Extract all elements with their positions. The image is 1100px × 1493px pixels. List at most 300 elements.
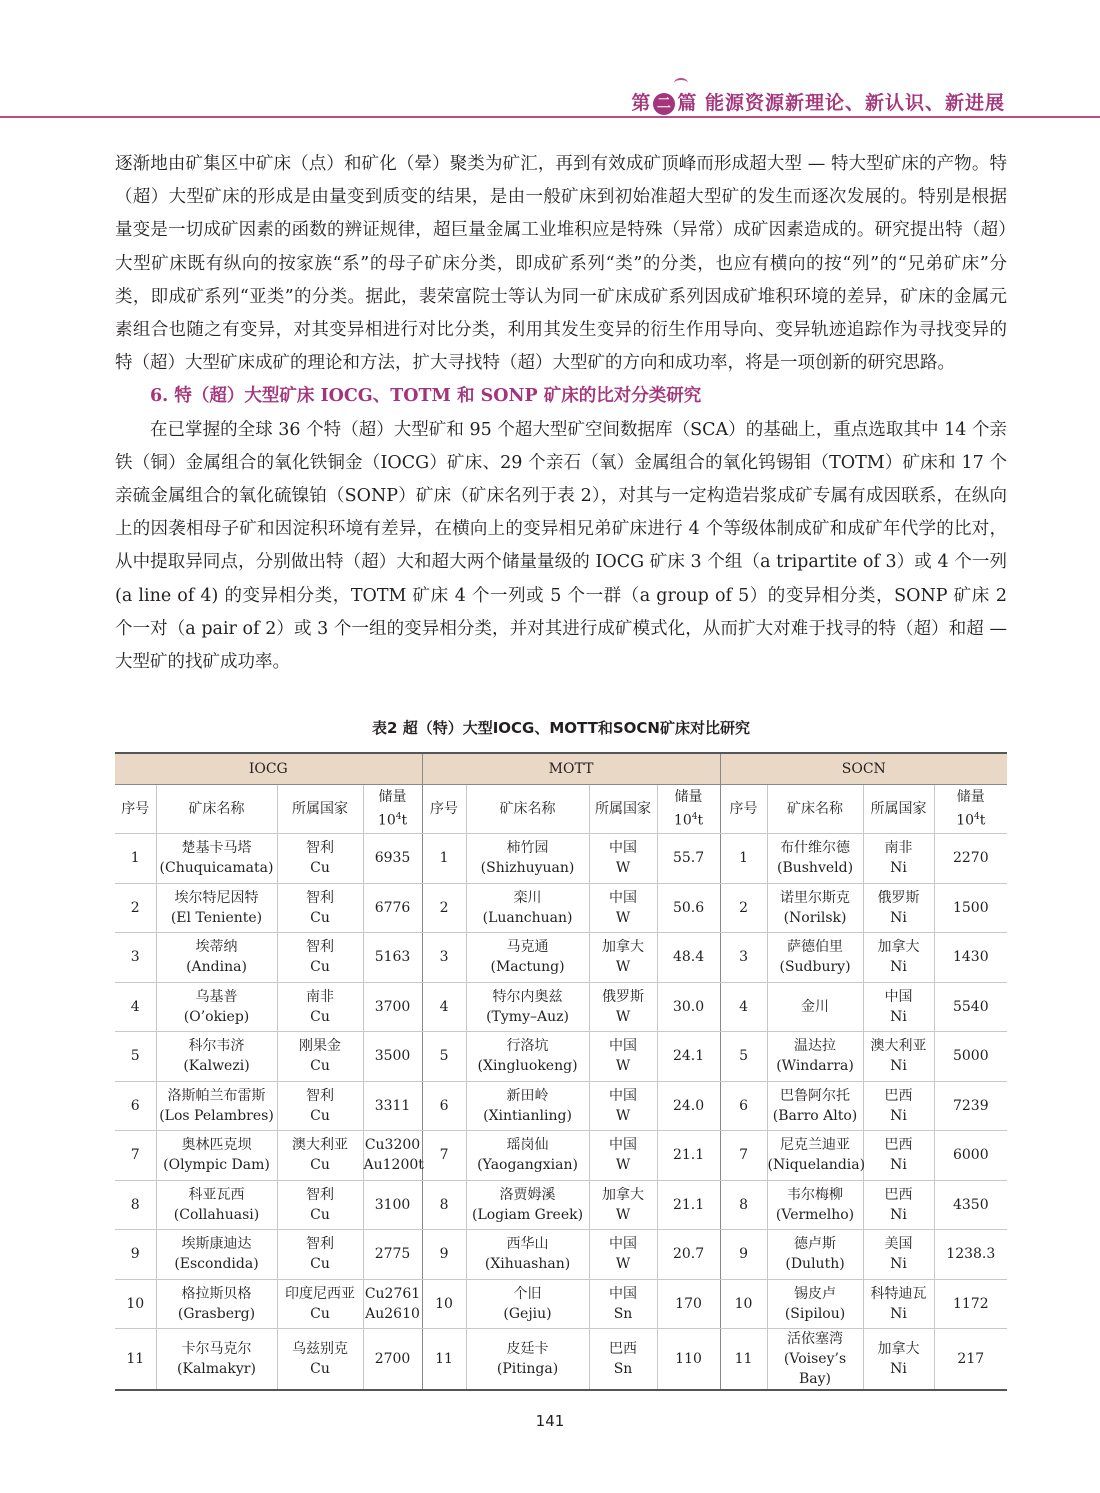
row-index: 6: [439, 1097, 449, 1114]
col-header-reserve-unit: [658, 807, 720, 831]
table-row: [115, 982, 1007, 1032]
iocg-reserve-cell: [363, 1329, 422, 1391]
deposit-name-en: (Bushveld): [776, 860, 854, 877]
deposit-name-en: (O’okiep): [183, 1008, 250, 1025]
mott-country-cell: [589, 1081, 657, 1131]
socn-reserve-cell: [934, 1081, 1007, 1131]
col-header-index-iocg: [115, 785, 156, 834]
iocg-country-cell: [277, 1081, 363, 1131]
iocg-index-cell: [115, 834, 156, 884]
table-row: [115, 1081, 1007, 1131]
metal-symbol: Ni: [890, 959, 907, 976]
reserve-value: 2700: [374, 1351, 411, 1367]
reserve-value: 5000: [952, 1048, 989, 1065]
country-name: 加拿大: [877, 939, 920, 956]
iocg-index-cell: [115, 982, 156, 1032]
metal-symbol: Cu: [310, 1361, 330, 1377]
metal-symbol: Sn: [613, 1361, 633, 1377]
mott-deposit-name-cell: [466, 933, 589, 983]
iocg-index-cell: [115, 1131, 156, 1181]
metal-symbol: Ni: [890, 1206, 907, 1223]
socn-reserve-cell: [934, 1279, 1007, 1329]
deposit-name-cn: 埃蒂纳: [195, 939, 238, 956]
iocg-index-cell: [115, 1329, 156, 1391]
socn-reserve-cell: [934, 1032, 1007, 1082]
metal-symbol: W: [615, 1256, 631, 1273]
metal-symbol: Ni: [890, 1058, 907, 1075]
iocg-index-cell: [115, 1279, 156, 1329]
mott-country-cell: [589, 1180, 657, 1230]
socn-deposit-name-cell: [767, 933, 863, 983]
country-name: 乌兹别克: [292, 1341, 348, 1357]
row-index: 1: [739, 850, 748, 867]
section-heading: 6. 特（超）大型矿床 IOCG、TOTM 和 SONP 矿床的比对分类研究: [150, 386, 702, 407]
mott-deposit-name-cell: [466, 1081, 589, 1131]
iocg-reserve-cell: [363, 1081, 422, 1131]
reserve-value: 1430: [952, 949, 989, 966]
mott-deposit-name-cell: [466, 982, 589, 1032]
reserve-value: 2775: [374, 1246, 411, 1263]
socn-index-cell: [720, 1230, 767, 1280]
country-name: 加拿大: [602, 939, 645, 956]
iocg-index-cell: [115, 933, 156, 983]
group-header-mott: MOTT: [422, 753, 720, 785]
mott-country-cell: [589, 1279, 657, 1329]
row-index: 5: [739, 1048, 748, 1065]
deposit-name-cn: 特尔内奥兹: [492, 988, 563, 1005]
col-header-reserve-socn: [934, 785, 1007, 834]
mott-country-cell: [589, 1329, 657, 1391]
mott-reserve-cell: [657, 1230, 720, 1280]
mott-reserve-cell: [657, 1032, 720, 1082]
reserve-value: 6776: [374, 899, 411, 916]
metal-symbol: Sn: [613, 1305, 633, 1322]
reserve-value: 1500: [952, 899, 989, 916]
deposit-name-cn: 埃尔特尼因特: [174, 889, 259, 906]
row-index: 11: [435, 1351, 453, 1367]
deposit-name-en: (Los Pelambres): [159, 1107, 274, 1124]
group-header-iocg: IOCG: [115, 753, 422, 785]
col-header-name-mott: [466, 785, 589, 834]
socn-index-cell: [720, 1081, 767, 1131]
mott-country-cell: [589, 1131, 657, 1181]
reserve-value-secondary: Au1200t: [363, 1157, 424, 1174]
reserve-value: Cu2761: [364, 1285, 421, 1302]
deposit-name-en: (Sudbury): [779, 959, 851, 976]
iocg-country-cell: [277, 1131, 363, 1181]
socn-reserve-cell: [934, 1180, 1007, 1230]
deposit-name-en: (Duluth): [785, 1256, 845, 1273]
metal-symbol: W: [615, 860, 631, 877]
reserve-value: 21.1: [672, 1196, 705, 1213]
iocg-index-cell: [115, 1081, 156, 1131]
unit-t: t: [697, 812, 704, 829]
col-header-reserve-label: 储量: [956, 789, 985, 806]
country-name: 美国: [884, 1236, 913, 1253]
socn-deposit-name-cell: [767, 1032, 863, 1082]
mott-reserve-cell: [657, 1329, 720, 1391]
reserve-value: 2270: [952, 850, 989, 867]
iocg-reserve-cell: [363, 1230, 422, 1280]
deposit-name-en: (Kalwezi): [183, 1058, 250, 1075]
deposit-name-en: (Kalmakyr): [177, 1361, 256, 1377]
deposit-name-cn: 科尔韦济: [188, 1038, 245, 1055]
mott-index-cell: [422, 982, 466, 1032]
row-index: 6: [739, 1097, 748, 1114]
deposit-name-cn: 行洛坑: [506, 1038, 549, 1055]
mott-reserve-cell: [657, 834, 720, 884]
col-header-index-socn: [720, 785, 767, 834]
socn-country-cell: [863, 834, 934, 884]
socn-country-cell: [863, 1180, 934, 1230]
metal-symbol: W: [615, 1206, 631, 1223]
unit-base: 10: [956, 812, 975, 829]
socn-deposit-name-cell: [767, 1329, 863, 1391]
iocg-country-cell: [277, 883, 363, 933]
country-name: 巴西: [884, 1186, 913, 1203]
mott-reserve-cell: [657, 883, 720, 933]
reserve-value: 217: [957, 1351, 985, 1367]
mott-deposit-name-cell: [466, 1032, 589, 1082]
metal-symbol: Cu: [310, 959, 330, 976]
socn-index-cell: [720, 1279, 767, 1329]
deposit-name-en: (Xihuashan): [484, 1256, 571, 1273]
iocg-deposit-name-cell: [156, 883, 277, 933]
col-header-name-iocg: [156, 785, 277, 834]
reserve-value: 20.7: [672, 1246, 705, 1263]
country-name: 中国: [609, 889, 638, 906]
deposit-name-en: (Collahuasi): [173, 1206, 260, 1223]
deposit-name-en: (Escondida): [174, 1256, 259, 1273]
country-name: 澳大利亚: [870, 1038, 927, 1055]
iocg-deposit-name-cell: [156, 1329, 277, 1391]
part-number-badge: 二: [653, 93, 675, 115]
col-header-index-mott: [422, 785, 466, 834]
deposit-name-en: (Xingluokeng): [477, 1058, 578, 1075]
country-name: 俄罗斯: [602, 988, 645, 1005]
socn-index-cell: [720, 834, 767, 884]
socn-index-cell: [720, 933, 767, 983]
iocg-reserve-cell: [363, 982, 422, 1032]
reserve-value: 4350: [952, 1196, 989, 1213]
reserve-value: 3311: [374, 1097, 411, 1114]
deposit-name-cn: 栾川: [513, 889, 542, 906]
page-header: [0, 0, 1100, 120]
mott-deposit-name-cell: [466, 834, 589, 884]
mott-deposit-name-cell: [466, 1180, 589, 1230]
iocg-deposit-name-cell: [156, 933, 277, 983]
col-header-name-label: 矿床名称: [499, 801, 556, 817]
metal-symbol: Ni: [890, 1157, 907, 1174]
country-name: 智利: [306, 1236, 334, 1253]
deposit-name-en: (Windarra): [776, 1058, 854, 1075]
mott-index-cell: [422, 834, 466, 884]
unit-base: 10: [377, 812, 396, 829]
deposit-name-cn: 科亚瓦西: [188, 1186, 245, 1203]
mott-reserve-cell: [657, 1180, 720, 1230]
deposit-name-cn: 锡皮卢: [794, 1285, 837, 1302]
metal-symbol: Cu: [310, 1008, 330, 1025]
metal-symbol: Ni: [890, 1256, 907, 1273]
deposit-name-cn: 个旧: [513, 1285, 542, 1302]
reserve-value-secondary: Au2610: [365, 1305, 420, 1322]
deposit-name-en: (Norilsk): [783, 909, 847, 926]
socn-index-cell: [720, 1032, 767, 1082]
col-header-index-label: 序号: [121, 801, 150, 817]
iocg-index-cell: [115, 1230, 156, 1280]
table-row: [115, 933, 1007, 983]
reserve-value: 6935: [374, 850, 411, 867]
iocg-index-cell: [115, 1032, 156, 1082]
unit-exponent: 4: [974, 812, 980, 823]
row-index: 2: [739, 899, 748, 916]
metal-symbol: Cu: [310, 1305, 330, 1322]
country-name: 中国: [609, 1285, 638, 1302]
socn-deposit-name-cell: [767, 1081, 863, 1131]
col-header-country-label: 所属国家: [595, 801, 652, 817]
socn-reserve-cell: [934, 834, 1007, 884]
deposit-name-cn: 皮廷卡: [506, 1341, 549, 1357]
metal-symbol: W: [615, 1008, 631, 1025]
country-name: 南非: [884, 840, 913, 857]
mott-index-cell: [422, 1230, 466, 1280]
iocg-reserve-cell: [363, 883, 422, 933]
page-number: 141: [535, 1412, 565, 1430]
deposit-name-en: (Yaogangxian): [477, 1157, 578, 1174]
table-row: [115, 1230, 1007, 1280]
row-index: 8: [439, 1196, 449, 1213]
unit-t: t: [979, 812, 986, 829]
country-name: 智利: [306, 1087, 334, 1104]
country-name: 加拿大: [602, 1186, 645, 1203]
iocg-deposit-name-cell: [156, 834, 277, 884]
metal-symbol: Ni: [890, 1361, 907, 1377]
deposit-name-cn: 尼克兰迪亚: [780, 1137, 851, 1154]
country-name: 科特迪瓦: [870, 1285, 927, 1302]
row-index: 11: [126, 1351, 145, 1367]
iocg-reserve-cell: [363, 1131, 422, 1181]
metal-symbol: W: [615, 909, 631, 926]
metal-symbol: Cu: [310, 1206, 330, 1223]
row-index: 1: [130, 850, 140, 867]
reserve-value: 21.1: [672, 1147, 705, 1164]
socn-country-cell: [863, 1032, 934, 1082]
col-header-reserve-mott: [657, 785, 720, 834]
country-name: 巴西: [884, 1137, 913, 1154]
metal-symbol: Cu: [310, 860, 330, 877]
table-row: [115, 1279, 1007, 1329]
header-decoration: [674, 78, 688, 88]
iocg-country-cell: [277, 1279, 363, 1329]
col-header-reserve-unit: [935, 807, 1008, 831]
deposit-name-cn: 埃斯康迪达: [181, 1236, 252, 1253]
deposit-name-en: (Mactung): [490, 959, 565, 976]
row-index: 5: [130, 1048, 140, 1065]
socn-index-cell: [720, 1329, 767, 1391]
row-index: 8: [739, 1196, 748, 1213]
deposit-name-cn: 洛斯帕兰布雷斯: [167, 1087, 266, 1104]
socn-deposit-name-cell: [767, 1180, 863, 1230]
deposit-name-en: (Chuquicamata): [159, 860, 274, 877]
country-name: 南非: [306, 988, 334, 1005]
deposit-name-cn: 萨德伯里: [787, 939, 844, 956]
iocg-reserve-cell: [363, 933, 422, 983]
deposit-name-en: (Niquelandia): [767, 1157, 866, 1174]
col-header-reserve-label: 储量: [378, 789, 407, 806]
mott-index-cell: [422, 1032, 466, 1082]
deposit-name-cn: 卡尔马克尔: [181, 1341, 252, 1357]
reserve-value: 110: [675, 1351, 702, 1367]
metal-symbol: W: [615, 1058, 631, 1075]
metal-symbol: W: [615, 1157, 631, 1174]
table-row: [115, 1032, 1007, 1082]
iocg-deposit-name-cell: [156, 1230, 277, 1280]
reserve-value: 170: [675, 1295, 702, 1312]
deposit-name-cn: 奥林匹克坝: [181, 1137, 252, 1154]
country-name: 澳大利亚: [292, 1137, 348, 1154]
iocg-deposit-name-cell: [156, 1279, 277, 1329]
col-header-country-iocg: [277, 785, 363, 834]
socn-country-cell: [863, 982, 934, 1032]
iocg-reserve-cell: [363, 1032, 422, 1082]
country-name: 刚果金: [299, 1038, 341, 1055]
deposit-name-cn: 楚基卡马塔: [181, 840, 252, 857]
deposit-name-cn: 新田岭: [506, 1087, 549, 1104]
country-name: 智利: [306, 1186, 334, 1203]
socn-country-cell: [863, 1329, 934, 1391]
socn-country-cell: [863, 1230, 934, 1280]
body-text: [115, 148, 1007, 679]
metal-symbol: Ni: [890, 1107, 907, 1124]
deposit-name-cn: 布什维尔德: [780, 840, 851, 857]
deposit-name-cn: 乌基普: [195, 988, 238, 1005]
metal-symbol: Ni: [890, 1305, 907, 1322]
col-header-country-mott: [589, 785, 657, 834]
deposit-name-en: (Shizhuyuan): [480, 860, 575, 877]
mott-deposit-name-cell: [466, 1329, 589, 1391]
row-index: 4: [739, 998, 748, 1015]
col-header-index-label: 序号: [729, 801, 758, 817]
socn-index-cell: [720, 982, 767, 1032]
iocg-reserve-cell: [363, 1279, 422, 1329]
reserve-value: 1238.3: [946, 1246, 996, 1263]
iocg-country-cell: [277, 834, 363, 884]
group-header-socn: SOCN: [720, 753, 1007, 785]
reserve-value: 3700: [374, 998, 411, 1015]
row-index: 9: [439, 1246, 449, 1263]
mott-country-cell: [589, 933, 657, 983]
metal-symbol: Cu: [310, 1058, 330, 1075]
deposit-name-cn: 金川: [801, 998, 830, 1015]
socn-deposit-name-cell: [767, 883, 863, 933]
deposit-name-cn: 西华山: [506, 1236, 549, 1253]
country-name: 巴西: [609, 1341, 638, 1357]
header-rule: [0, 116, 1100, 118]
row-index: 10: [734, 1295, 753, 1312]
reserve-value: 48.4: [672, 949, 705, 966]
metal-symbol: Cu: [310, 1256, 330, 1273]
socn-deposit-name-cell: [767, 1279, 863, 1329]
mott-index-cell: [422, 933, 466, 983]
country-name: 智利: [306, 889, 334, 906]
socn-index-cell: [720, 883, 767, 933]
country-name: 加拿大: [877, 1341, 920, 1357]
socn-deposit-name-cell: [767, 1131, 866, 1181]
row-index: 3: [130, 949, 140, 966]
socn-index-cell: [720, 1131, 767, 1181]
iocg-country-cell: [277, 933, 363, 983]
deposit-name-en: (Logiam Greek): [471, 1206, 584, 1223]
metal-symbol: Ni: [890, 1008, 907, 1025]
reserve-value: 1172: [952, 1295, 989, 1312]
deposit-name-en: (Xintianling): [483, 1107, 572, 1124]
col-header-name-socn: [767, 785, 863, 834]
metal-symbol: Ni: [890, 909, 907, 926]
row-index: 4: [130, 998, 140, 1015]
deposit-name-en: (Tymy–Auz): [486, 1008, 569, 1025]
row-index: 10: [435, 1295, 453, 1312]
mott-reserve-cell: [657, 1279, 720, 1329]
table-row: [115, 1329, 1007, 1391]
table-body: [115, 834, 1007, 1391]
reserve-value: 24.0: [672, 1097, 705, 1114]
row-index: 8: [130, 1196, 140, 1213]
deposit-name-en: (El Teniente): [170, 909, 263, 926]
reserve-value: 55.7: [672, 850, 705, 867]
col-header-reserve-iocg: [363, 785, 422, 834]
mott-index-cell: [422, 1081, 466, 1131]
col-header-reserve-unit: [364, 807, 422, 831]
mott-country-cell: [589, 834, 657, 884]
row-index: 11: [734, 1351, 753, 1367]
country-name: 中国: [609, 1137, 638, 1154]
deposit-name-en: (Voisey’s Bay): [783, 1351, 847, 1387]
socn-country-cell: [863, 1131, 934, 1181]
country-name: 巴西: [884, 1087, 913, 1104]
mott-index-cell: [422, 1329, 466, 1391]
iocg-country-cell: [277, 1230, 363, 1280]
deposit-name-cn: 马克通: [506, 939, 549, 956]
socn-reserve-cell: [934, 1131, 1007, 1181]
deposit-name-en: (Gejiu): [503, 1305, 552, 1322]
col-header-country-socn: [863, 785, 934, 834]
unit-exponent: 4: [395, 812, 402, 823]
mott-country-cell: [589, 1032, 657, 1082]
socn-reserve-cell: [934, 982, 1007, 1032]
deposit-name-en: (Andina): [186, 959, 247, 976]
unit-exponent: 4: [691, 812, 698, 823]
row-index: 4: [439, 998, 449, 1015]
iocg-country-cell: [277, 1329, 363, 1391]
deposit-name-cn: 瑶岗仙: [506, 1137, 549, 1154]
deposit-name-cn: 柿竹园: [506, 840, 549, 857]
row-index: 6: [130, 1097, 140, 1114]
row-index: 9: [739, 1246, 748, 1263]
mott-country-cell: [589, 1230, 657, 1280]
socn-reserve-cell: [934, 1230, 1007, 1280]
deposit-name-cn: 诺里尔斯克: [780, 889, 851, 906]
metal-symbol: Cu: [310, 1157, 330, 1174]
deposit-name-en: (Luanchuan): [482, 909, 573, 926]
mott-deposit-name-cell: [466, 1279, 589, 1329]
iocg-index-cell: [115, 883, 156, 933]
reserve-value: Cu3200: [364, 1137, 421, 1154]
table-row: [115, 883, 1007, 933]
iocg-deposit-name-cell: [156, 1032, 277, 1082]
header-title: [631, 88, 1005, 115]
socn-deposit-name-cell: [767, 834, 863, 884]
deposit-name-cn: 温达拉: [794, 1038, 837, 1055]
